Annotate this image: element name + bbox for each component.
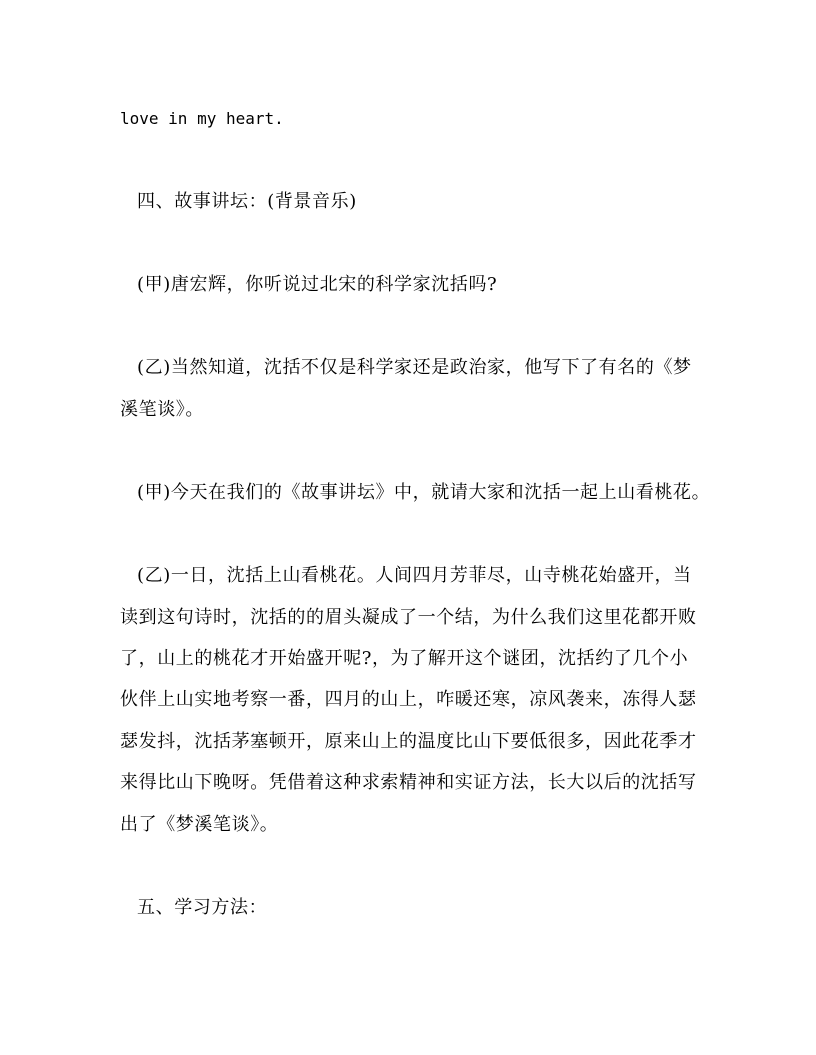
story-paragraph-line-2: 读到这句诗时，沈括的的眉头凝成了一个结，为什么我们这里花都开败 (120, 607, 697, 628)
story-paragraph-line-1: (乙)一日，沈括上山看桃花。人间四月芳菲尽，山寺桃花始盛开，当 (137, 565, 692, 586)
section-heading-story-forum: 四、故事讲坛：(背景音乐) (137, 191, 357, 212)
story-paragraph-line-3: 了，山上的桃花才开始盛开呢?，为了解开这个谜团，沈括约了几个小 (120, 648, 689, 669)
story-paragraph-line-7: 出了《梦溪笔谈》。 (120, 814, 279, 835)
dialogue-jia-question: (甲)唐宏辉，你听说过北宋的科学家沈括吗? (137, 274, 498, 295)
dialogue-yi-answer-line-1: (乙)当然知道，沈括不仅是科学家还是政治家，他写下了有名的《梦 (137, 357, 692, 378)
section-heading-study-methods: 五、学习方法： (137, 897, 268, 918)
text-line-english: love in my heart. (120, 109, 284, 128)
dialogue-yi-answer-line-2: 溪笔谈》。 (120, 399, 204, 420)
story-paragraph-line-5: 瑟发抖，沈括茅塞顿开，原来山上的温度比山下要低很多，因此花季才 (120, 731, 697, 752)
story-paragraph-line-4: 伙伴上山实地考察一番，四月的山上，咋暖还寒，凉风袭来，冻得人瑟 (120, 689, 697, 710)
dialogue-jia-invitation: (甲)今天在我们的《故事讲坛》中，就请大家和沈括一起上山看桃花。 (137, 482, 711, 503)
story-paragraph-line-6: 来得比山下晚呀。凭借着这种求索精神和实证方法，长大以后的沈括写 (120, 772, 697, 793)
